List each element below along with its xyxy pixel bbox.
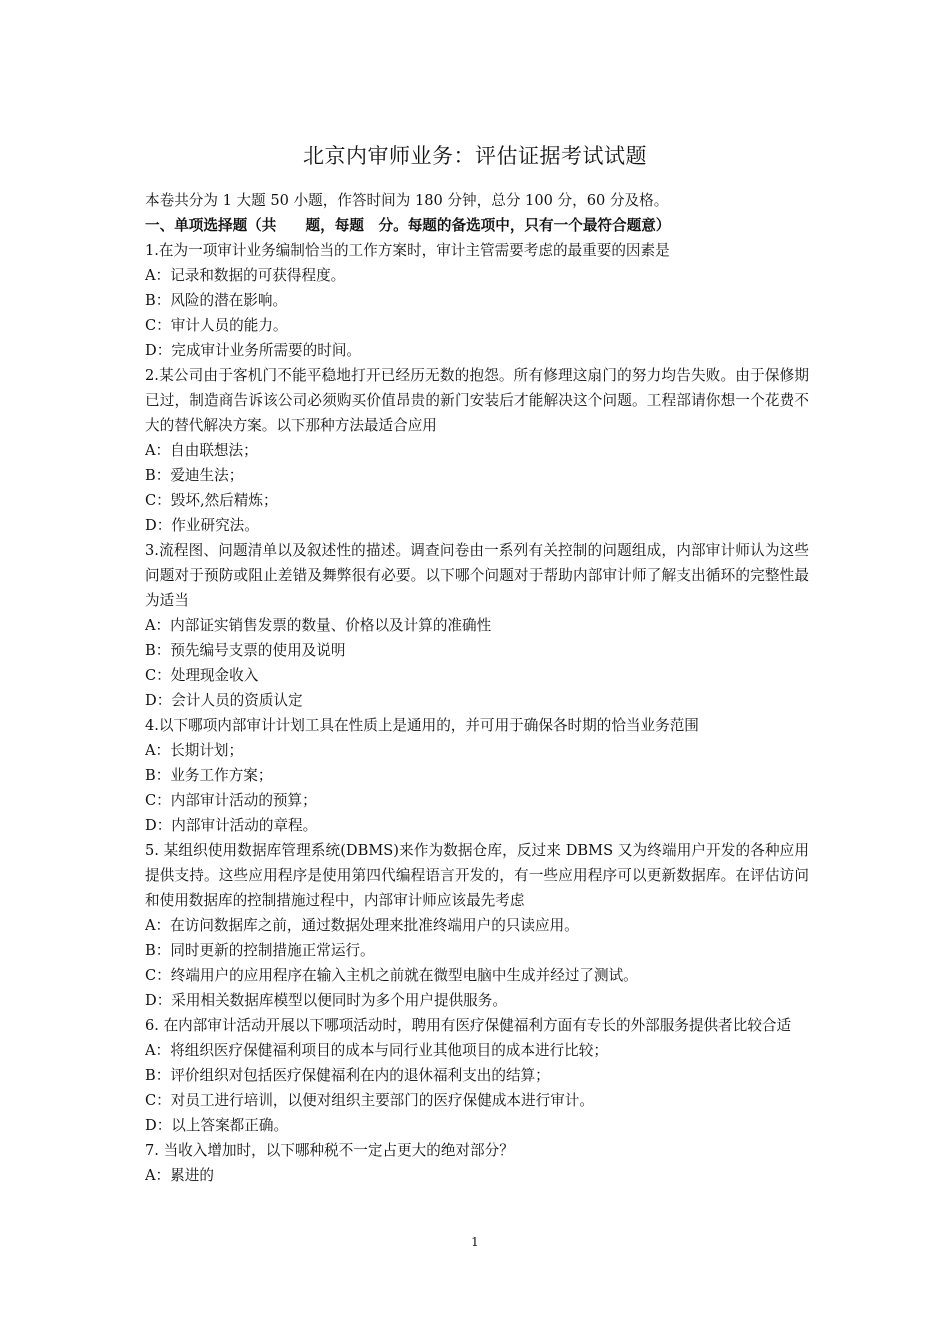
option: D：完成审计业务所需要的时间。 — [145, 342, 362, 359]
question-text: 5. 某组织使用数据库管理系统(DBMS)来作为数据仓库，反过来 DBMS 又为终端用户开发的各种应用提供支持。这些应用程序是使用第四代编程语言开发的，有一些应用程序可以更新数据库。在评估访问和使用数据库的控制措施过程中，内部审计师应该最先考虑 — [145, 842, 809, 909]
option: D：作业研究法。 — [145, 517, 259, 534]
question-text: 1.在为一项审计业务编制恰当的工作方案时，审计主管需要考虑的最重要的因素是 — [145, 242, 670, 259]
option: A：长期计划； — [145, 742, 244, 759]
question-text: 3.流程图、问题清单以及叙述性的描述。调查问卷由一系列有关控制的问题组成，内部审计师认为这些问题对于预防或阻止差错及舞弊很有必要。以下哪个问题对于帮助内部审计师了解支出循环的完整性最为适当 — [145, 542, 809, 609]
question-block — [145, 1013, 809, 1138]
section-heading: 一、单项选择题（共 题，每题 分。每题的备选项中，只有一个最符合题意） — [145, 217, 671, 234]
question-block — [145, 713, 809, 838]
option: A：自由联想法； — [145, 442, 258, 459]
option: D：采用相关数据库模型以便同时为多个用户提供服务。 — [145, 992, 507, 1009]
question-block — [145, 363, 809, 538]
page-number: 1 — [471, 1235, 479, 1249]
document-body — [145, 188, 809, 1188]
option: B：同时更新的控制措施正常运行。 — [145, 942, 375, 959]
option: A：累进的 — [145, 1167, 214, 1184]
question-block — [145, 1138, 809, 1188]
option: B：爱迪生法； — [145, 467, 244, 484]
question-text: 6. 在内部审计活动开展以下哪项活动时，聘用有医疗保健福利方面有专长的外部服务提供者比较合适 — [145, 1017, 792, 1034]
question-block — [145, 238, 809, 363]
question-block — [145, 838, 809, 1013]
option: A：记录和数据的可获得程度。 — [145, 267, 346, 284]
option: C：审计人员的能力。 — [145, 317, 288, 334]
option: D：以上答案都正确。 — [145, 1117, 289, 1134]
question-text: 2.某公司由于客机门不能平稳地打开已经历无数的抱怨。所有修理这扇门的努力均告失败。由于保修期已过，制造商告诉该公司必须购买价值昂贵的新门安装后才能解决这个问题。工程部请你想一个花费不大的替代解决方案。以下那种方法最适合应用 — [145, 367, 809, 434]
option: C：对员工进行培训，以便对组织主要部门的医疗保健成本进行审计。 — [145, 1092, 594, 1109]
question-text: 4.以下哪项内部审计计划工具在性质上是通用的，并可用于确保各时期的恰当业务范围 — [145, 717, 699, 734]
option: B：评价组织对包括医疗保健福利在内的退休福利支出的结算； — [145, 1067, 550, 1084]
option: D：内部审计活动的章程。 — [145, 817, 318, 834]
option: B：业务工作方案； — [145, 767, 273, 784]
exam-intro: 本卷共分为 1 大题 50 小题，作答时间为 180 分钟，总分 100 分，60 分及格。 — [145, 192, 669, 209]
option: B：预先编号支票的使用及说明 — [145, 642, 346, 659]
option: C：处理现金收入 — [145, 667, 259, 684]
option: C：毁坏,然后精炼； — [145, 492, 278, 509]
option: A：在访问数据库之前，通过数据处理来批准终端用户的只读应用。 — [145, 917, 579, 934]
option: D：会计人员的资质认定 — [145, 692, 303, 709]
option: C：终端用户的应用程序在输入主机之前就在微型电脑中生成并经过了测试。 — [145, 967, 638, 984]
question-block — [145, 538, 809, 713]
option: A：将组织医疗保健福利项目的成本与同行业其他项目的成本进行比较； — [145, 1042, 608, 1059]
question-text: 7. 当收入增加时，以下哪种税不一定占更大的绝对部分？ — [145, 1142, 514, 1159]
option: C：内部审计活动的预算； — [145, 792, 317, 809]
option: B：风险的潜在影响。 — [145, 292, 288, 309]
page-title: 北京内审师业务：评估证据考试试题 — [303, 144, 647, 168]
option: A：内部证实销售发票的数量、价格以及计算的准确性 — [145, 617, 492, 634]
